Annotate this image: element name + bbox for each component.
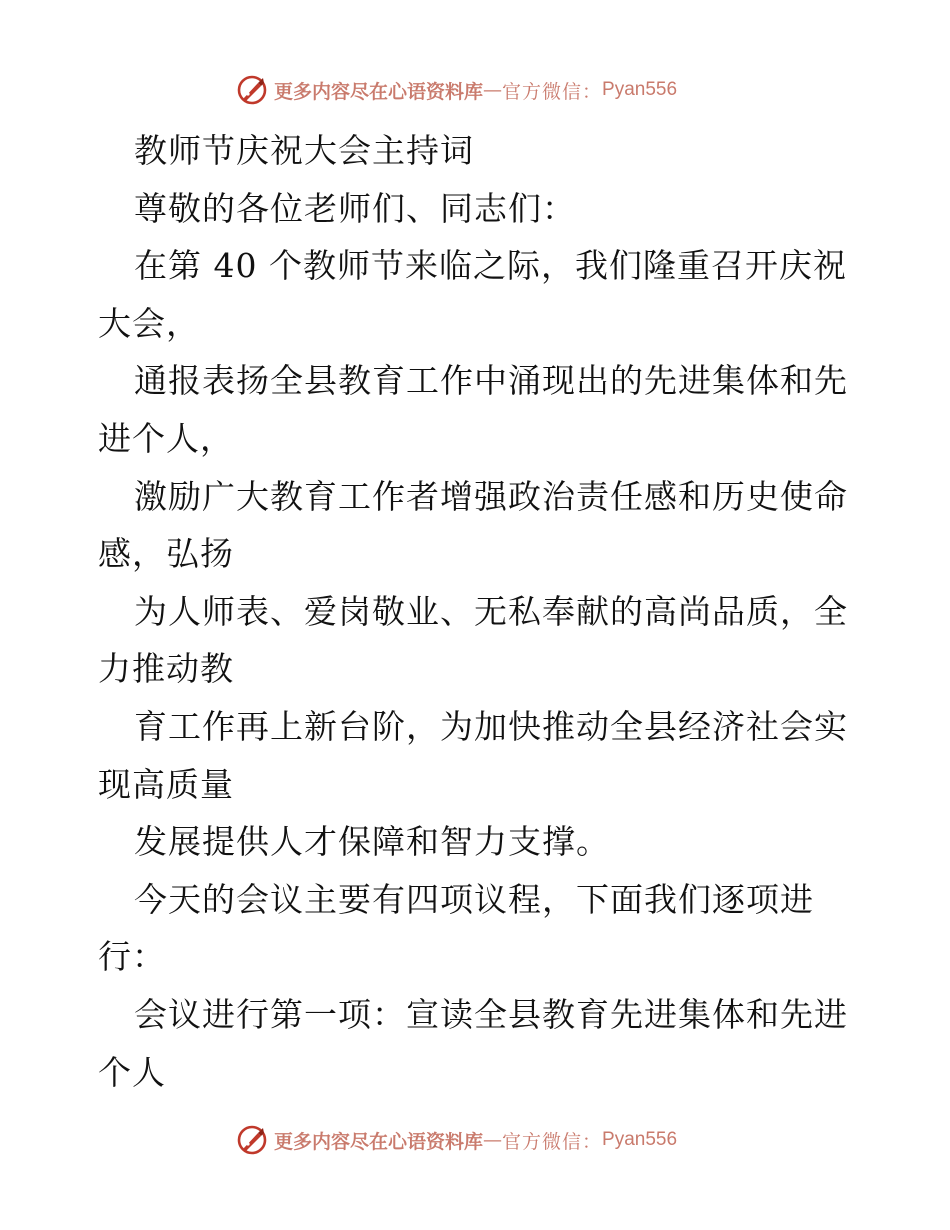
- watermark-brand-text: 更多内容尽在心语资料库: [274, 1130, 484, 1153]
- quill-logo-icon: [236, 74, 268, 106]
- text-line: 力推动教: [98, 649, 234, 689]
- text-line: 个人: [98, 1052, 166, 1092]
- watermark-official-label: 官方微信：: [502, 80, 603, 103]
- text-line: 通报表扬全县教育工作中涌现出的先进集体和先: [134, 361, 848, 401]
- header-watermark: [236, 72, 677, 108]
- text-line: 现高质量: [98, 764, 234, 804]
- text-line: 感，弘扬: [98, 534, 234, 574]
- watermark-dash: —: [483, 79, 503, 101]
- text-line: 在第 40 个教师节来临之际，我们隆重召开庆祝: [134, 246, 847, 286]
- footer-watermark: [236, 1122, 677, 1158]
- document-title: 教师节庆祝大会主持词: [134, 131, 474, 170]
- salutation-line: 尊敬的各位老师们、同志们：: [134, 188, 576, 228]
- quill-logo-icon: [236, 1124, 268, 1156]
- text-line: 会议进行第一项：宣读全县教育先进集体和先进: [134, 994, 848, 1034]
- text-line: 育工作再上新台阶，为加快推动全县经济社会实: [134, 706, 848, 746]
- text-line: 为人师表、爱岗敬业、无私奉献的高尚品质，全: [134, 591, 848, 631]
- watermark-wechat-id: Pyan556: [602, 1129, 678, 1150]
- text-line: 大会，: [98, 303, 200, 343]
- text-line: 激励广大教育工作者增强政治责任感和历史使命: [134, 476, 848, 516]
- watermark-wechat-id: Pyan556: [602, 79, 678, 100]
- document-body: [98, 122, 858, 1101]
- watermark-brand-text: 更多内容尽在心语资料库: [274, 80, 484, 103]
- watermark-official-label: 官方微信：: [502, 1130, 603, 1153]
- text-line: 行：: [98, 937, 166, 977]
- text-line: 进个人，: [98, 418, 234, 458]
- text-line: 发展提供人才保障和智力支撑。: [134, 822, 610, 862]
- text-line: 今天的会议主要有四项议程，下面我们逐项进: [134, 879, 814, 919]
- watermark-dash: —: [483, 1129, 503, 1151]
